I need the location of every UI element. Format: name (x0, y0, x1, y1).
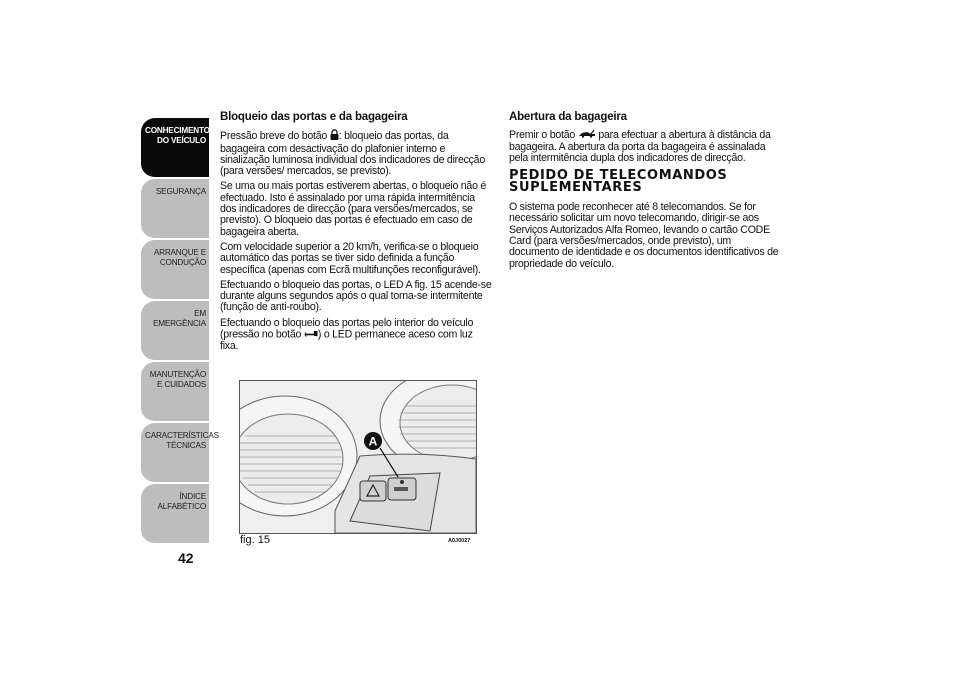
central-lock-icon (304, 329, 318, 340)
tab-caracteristicas-tecnicas[interactable] (141, 423, 219, 483)
tab-seguranca[interactable] (141, 179, 209, 239)
figure-dashboard-buttons (239, 380, 477, 534)
figure-code: A0J0027 (448, 538, 471, 544)
callout-letter: A (368, 434, 378, 449)
figure-caption: fig. 15 (240, 534, 270, 546)
dashboard-illustration (240, 381, 476, 533)
tab-label: CONHECIMENTO DO VEÍCULO (145, 126, 210, 145)
paragraph: Efectuando o bloqueio das portas pelo interior do veículo (pressão no botão ) o LED permanece aceso com luz fixa. (220, 316, 474, 352)
tab-arranque-e-conducao[interactable] (141, 240, 209, 300)
paragraph: Efectuando o bloqueio das portas, o LED A fig. 15 acende-se durante alguns segundos após o qual torna-se intermitente (função de anti-roubo). (220, 278, 492, 314)
tab-indice-alfabetico[interactable] (141, 484, 209, 544)
paragraph: Pressão breve do botão : bloqueio das portas, da bagageira com desactivação do plafonier interno e sinalização luminosa individual dos indicadores de direcção (para versões/ mercados, se previsto). (220, 130, 485, 178)
paragraph: O sistema pode reconhecer até 8 telecomandos. Se for necessário solicitar um novo telecomando, dirigir-se aos Serviços Autorizados Alfa Romeo, levando o cartão CODE Card (para versões/mercados, onde previsto), um documento de identidade e os documentos identificativos de propriedade do veículo. (509, 201, 779, 270)
chapter-sidebar (141, 118, 219, 548)
paragraph: Premir o botão para efectuar a abertura à distância da bagageira. A abertura da porta da bagageira é assinalada pela intermitência dupla dos indicadores de direcção. (509, 129, 771, 164)
tab-label: ÍNDICE ALFABÉTICO (157, 492, 206, 511)
tab-label: ARRANQUE E CONDUÇÃO (153, 248, 206, 267)
tab-em-emergencia[interactable] (141, 301, 209, 361)
section-heading-boot: Abertura da bagageira (509, 111, 627, 123)
section-title-telecomandos: PEDIDO DE TELECOMANDOS SUPLEMENTARES (509, 168, 728, 196)
right-column (509, 112, 781, 274)
tab-label: MANUTENÇÃO E CUIDADOS (149, 370, 206, 389)
tab-conhecimento-do-veiculo[interactable] (141, 118, 209, 178)
paragraph: Se uma ou mais portas estiverem abertas, o bloqueio não é efectuado. Isto é assinalado por uma rápida intermitência dos indicadores de direcção (para versões/mercados, se previsto). O bloqueio das portas é efectuado em caso de bagageira aberta. (220, 180, 487, 238)
section-heading-locking: Bloqueio das portas e da bagageira (220, 111, 408, 123)
tab-label: CARACTERÍSTICAS TÉCNICAS (145, 431, 219, 450)
left-column (220, 112, 492, 356)
tab-manutencao-e-cuidados[interactable] (141, 362, 209, 422)
tab-label: EM EMERGÊNCIA (152, 309, 206, 328)
tab-label: SEGURANÇA (155, 187, 206, 196)
padlock-icon (330, 129, 339, 143)
paragraph: Com velocidade superior a 20 km/h, verifica-se o bloqueio automático das portas se tiver sido definida a função específica (apenas com Ecrã multifunções reconfigurável). (220, 240, 481, 276)
page-number: 42 (178, 550, 194, 566)
